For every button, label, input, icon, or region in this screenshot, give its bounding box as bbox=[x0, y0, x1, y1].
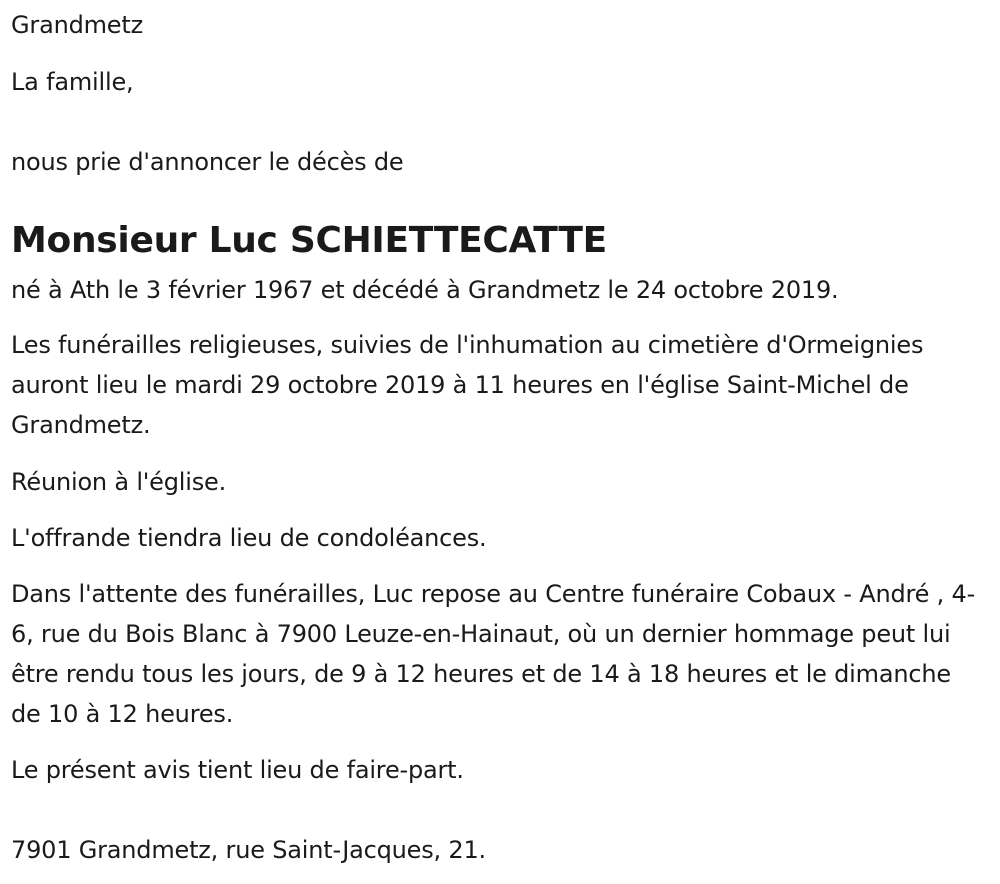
birth-death-line: né à Ath le 3 février 1967 et décédé à Grandmetz le 24 octobre 2019. bbox=[11, 276, 839, 304]
announce-line: nous prie d'annoncer le décès de bbox=[11, 148, 404, 176]
meeting-line: Réunion à l'église. bbox=[11, 468, 227, 496]
town-heading: Grandmetz bbox=[11, 11, 143, 39]
family-line: La famille, bbox=[11, 68, 134, 96]
viewing-paragraph: Dans l'attente des funérailles, Luc repose au Centre funéraire Cobaux - André , 4-6, rue du Bois Blanc à 7900 Leuze-en-Hainaut, où un dernier hommage peut lui être rendu tous les jours, de 9 à 12 heures et de 14 à 18 heures et le dimanche de 10 à 12 heures. bbox=[11, 580, 976, 728]
funeral-paragraph: Les funérailles religieuses, suivies de l'inhumation au cimetière d'Ormeignies auront lieu le mardi 29 octobre 2019 à 11 heures en l'église Saint-Michel de Grandmetz. bbox=[11, 331, 924, 439]
faire-part-line: Le présent avis tient lieu de faire-part. bbox=[11, 756, 464, 784]
offering-line: L'offrande tiendra lieu de condoléances. bbox=[11, 524, 487, 552]
address-line: 7901 Grandmetz, rue Saint-Jacques, 21. bbox=[11, 836, 486, 864]
deceased-name: Monsieur Luc SCHIETTECATTE bbox=[11, 220, 607, 261]
